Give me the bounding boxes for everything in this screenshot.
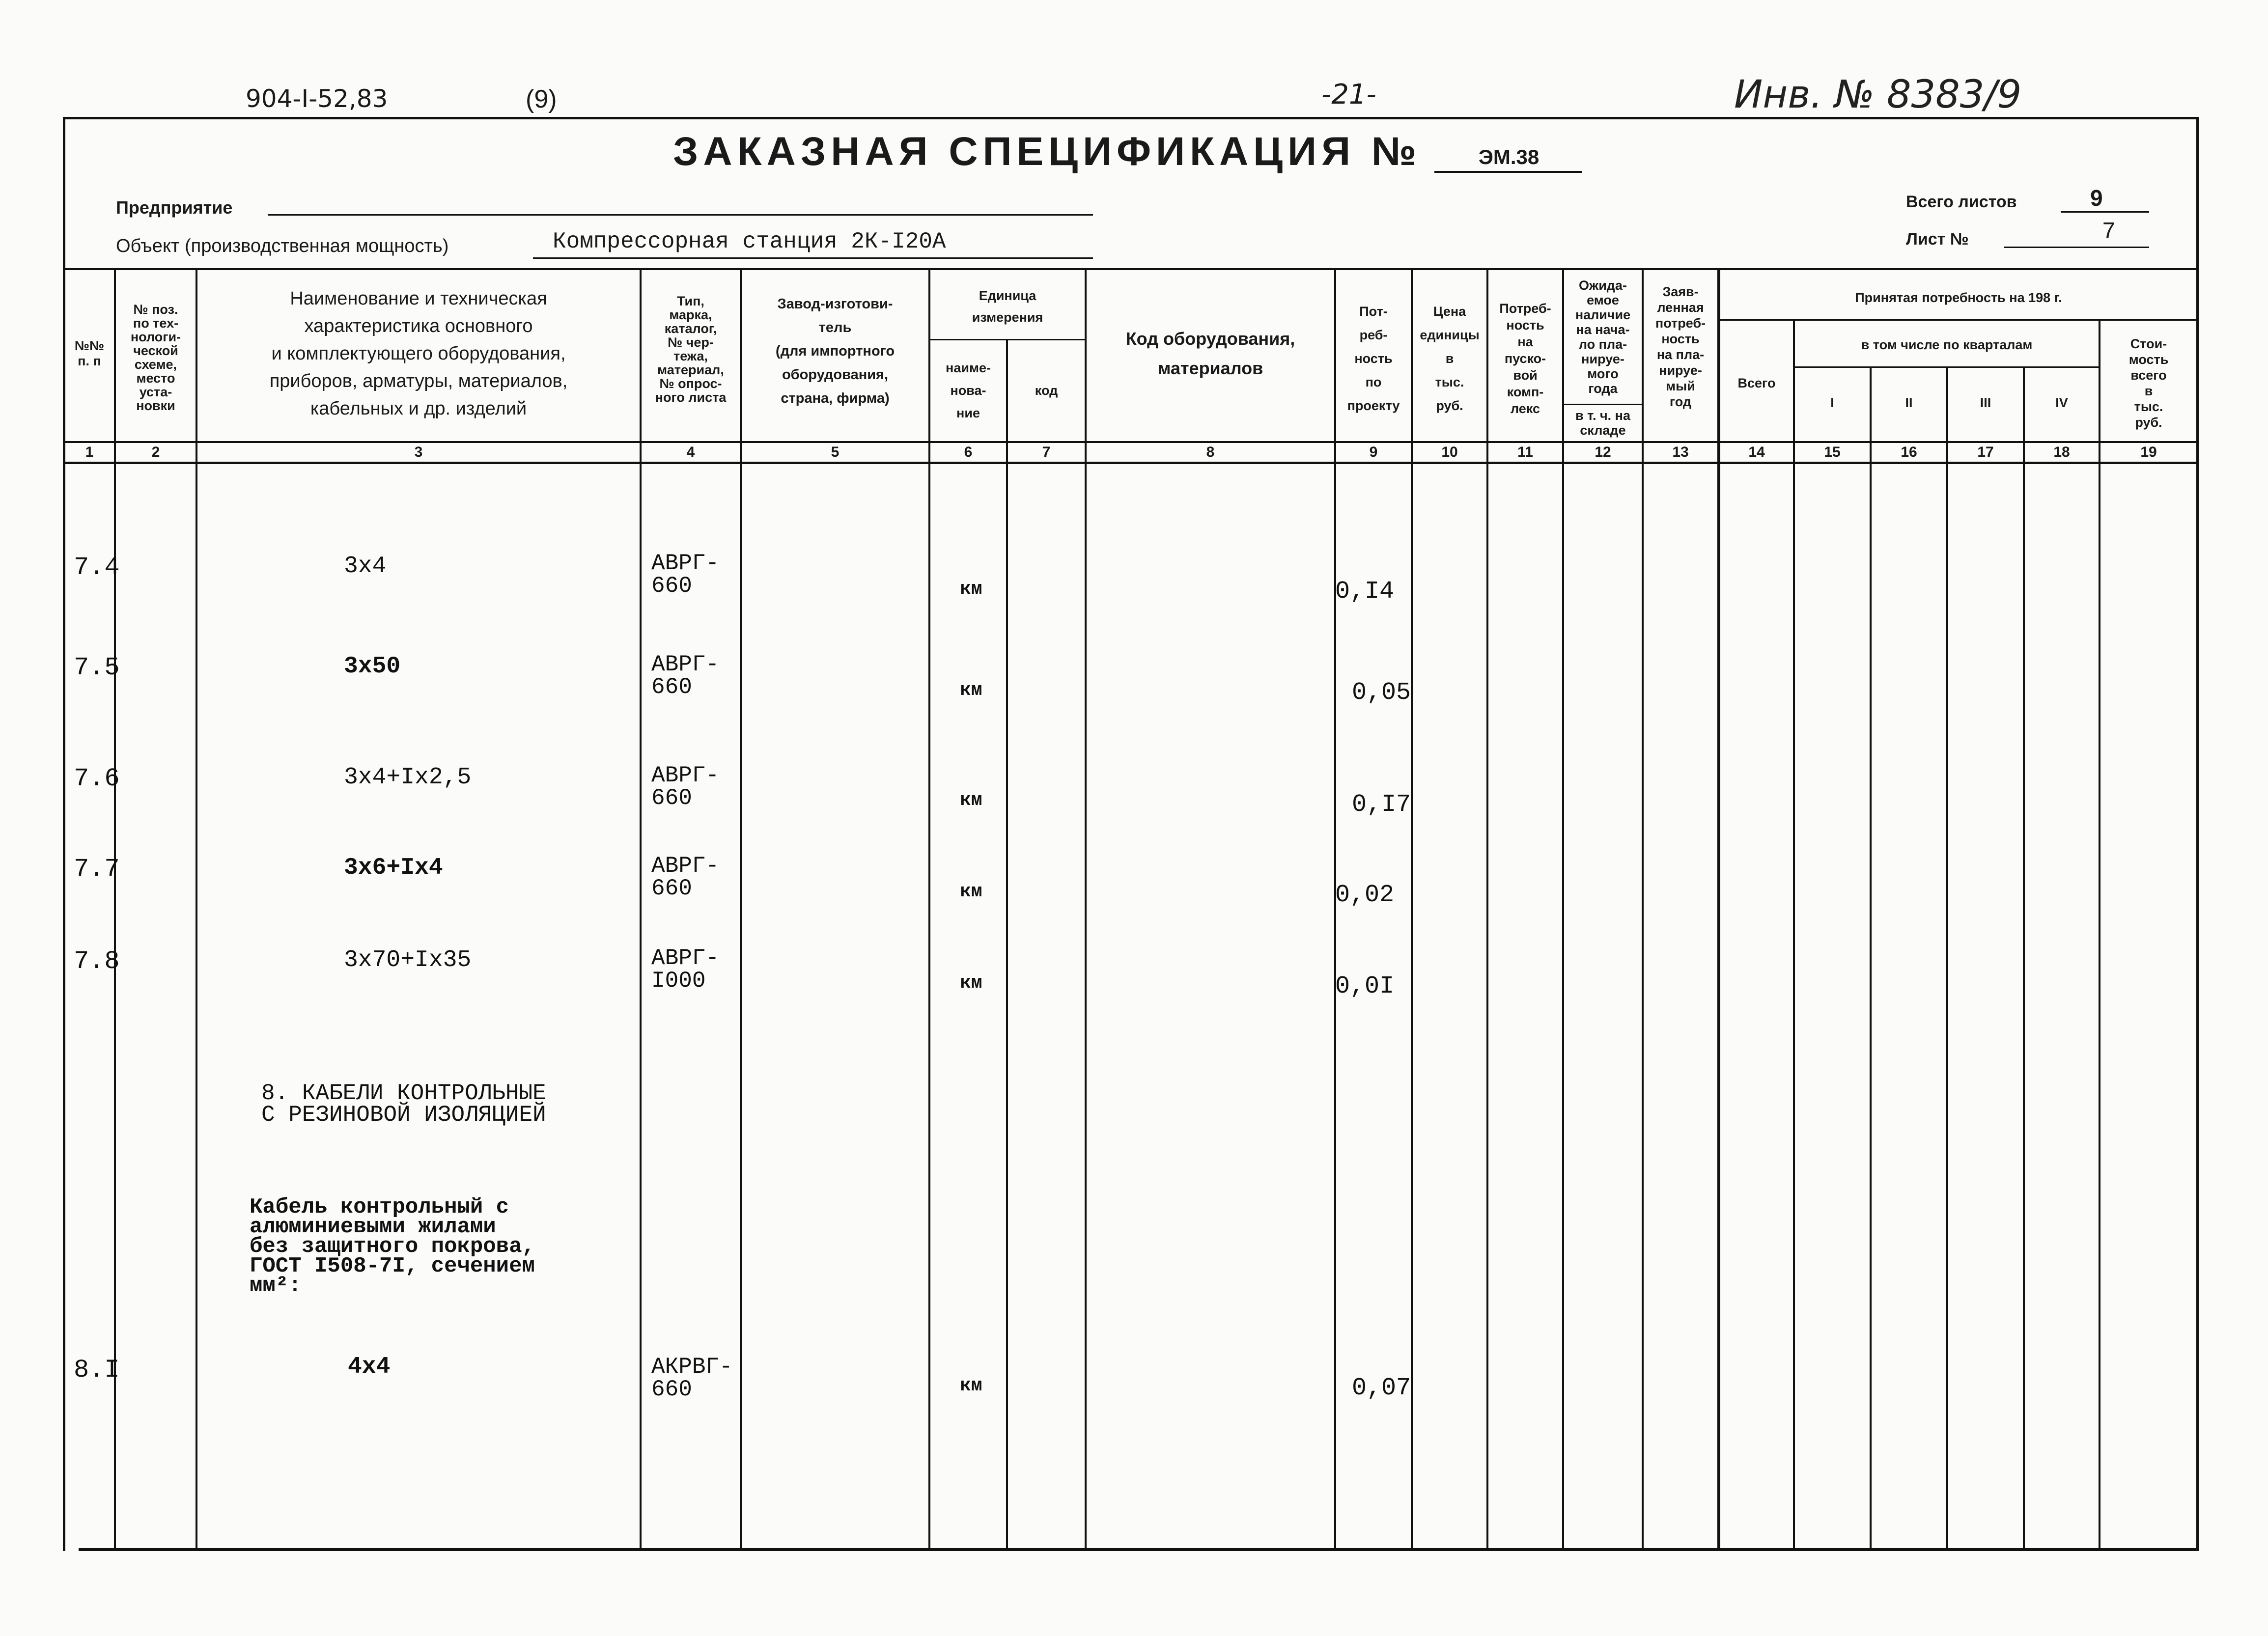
colnum-bottom-line	[63, 462, 2199, 464]
spec-title: ЗАКАЗНАЯ СПЕЦИФИКАЦИЯ №	[673, 129, 1422, 174]
table-row-name: 3х50	[344, 653, 401, 680]
table-top-line	[63, 268, 2199, 270]
table-row-unit: км	[960, 579, 982, 600]
column-number: 8	[1206, 444, 1215, 460]
column-number: 10	[1441, 444, 1458, 460]
table-row-type: АВРГ- 660	[651, 652, 720, 700]
table-row-type: АВРГ- 660	[651, 551, 720, 599]
page-number: -21-	[1321, 79, 1376, 111]
col-rule	[1006, 339, 1008, 1548]
column-number: 2	[151, 444, 160, 460]
spec-number: ЭМ.38	[1479, 145, 1540, 168]
table-row-no: 8.I	[74, 1356, 120, 1385]
table-row-no: 7.8	[74, 947, 120, 976]
frame-top-line	[63, 117, 2199, 119]
sheet-no-line	[2004, 247, 2149, 248]
header-unit-group: Единица измерения	[972, 288, 1043, 325]
table-row-qty: 0,05	[1352, 679, 1411, 707]
col-rule	[1793, 319, 1795, 1548]
header-row-number: №№ п. п	[74, 338, 105, 368]
column-number: 12	[1595, 444, 1611, 460]
header-name: Наименование и техническая характеристика основного и комплектующего оборудования, приборов, арматуры, материалов, кабельных и др. изделий	[269, 288, 568, 419]
column-number: 11	[1517, 444, 1533, 460]
table-row-no: 7.5	[74, 653, 120, 682]
table-row-qty: 0,02	[1335, 881, 1395, 909]
sheet-in-parens: (9)	[526, 85, 557, 113]
table-row-name: 3х4	[344, 553, 387, 580]
header-expected-stock: Ожида- емое наличие на нача- ло пла- нируе- мого года	[1575, 278, 1631, 396]
sheet-no-label: Лист №	[1906, 230, 1969, 249]
header-equipment-code: Код оборудования, материалов	[1125, 329, 1295, 378]
header-accepted-group: Принятая потребность на 198 г.	[1855, 290, 2062, 305]
inventory-number: Инв. № 8383/9	[1734, 73, 2022, 117]
unit-group-rule	[928, 339, 1087, 340]
header-quarter-2: II	[1905, 395, 1913, 410]
table-row-qty: 0,I7	[1352, 791, 1411, 819]
object-value: Компрессорная станция 2К-I20А	[553, 229, 946, 254]
column-number: 9	[1369, 444, 1378, 460]
column-number: 15	[1824, 444, 1841, 460]
column-number: 19	[2140, 444, 2157, 460]
table-row-name: 3х6+Iх4	[344, 855, 443, 881]
table-row-no: 7.6	[74, 764, 120, 793]
column-number: 3	[414, 444, 423, 460]
table-row-unit: км	[960, 972, 982, 994]
total-sheets-label: Всего листов	[1906, 193, 2017, 211]
table-row-qty: 0,0I	[1335, 972, 1395, 1000]
header-manufacturer: Завод-изготови- тель (для импортного оборудования, страна, фирма)	[775, 296, 895, 406]
table-row-unit: км	[960, 881, 982, 902]
col-rule	[1870, 366, 1872, 1548]
column-number: 5	[831, 444, 840, 460]
column-number: 13	[1672, 444, 1689, 460]
col-rule	[1946, 366, 1948, 1548]
header-cost-total: Стои- мость всего в тыс. руб.	[2128, 336, 2169, 430]
total-sheets-value: 9	[2090, 185, 2103, 211]
header-type: Тип, марка, каталог, № чер- тежа, материал, № опрос- ного листа	[655, 294, 727, 405]
enterprise-label: Предприятие	[116, 197, 233, 218]
header-declared-need: Заяв- ленная потреб- ность на пла- нируе- мый год	[1655, 284, 1706, 409]
total-sheets-line	[2061, 211, 2149, 213]
column-number: 1	[85, 444, 94, 460]
column-number: 18	[2053, 444, 2070, 460]
header-in-stock: в т. ч. на складе	[1575, 408, 1630, 438]
quarters-group-rule	[1793, 366, 2100, 368]
table-row-name: 4х4	[348, 1354, 391, 1380]
section-heading: 8. КАБЕЛИ КОНТРОЛЬНЫЕ С РЕЗИНОВОЙ ИЗОЛЯЦИЕЙ	[261, 1081, 546, 1128]
object-label: Объект (производственная мощность)	[116, 236, 449, 256]
section-description: Кабель контрольный с алюминиевыми жилами без защитного покрова, ГОСТ I508-7I, сечением мм²:	[250, 1195, 535, 1298]
document-code: 904-I-52,83	[246, 84, 388, 113]
column-number: 6	[964, 444, 973, 460]
header-unit-name: наиме- нова- ние	[946, 360, 991, 420]
table-row-unit: км	[960, 680, 982, 701]
header-quarters-group: в том числе по кварталам	[1861, 337, 2033, 352]
object-line	[533, 257, 1093, 259]
header-bottom-line	[63, 441, 2199, 443]
frame-bottom-line	[79, 1548, 2196, 1551]
table-row-no: 7.7	[74, 855, 120, 884]
header-startup-need: Потреб- ность на пуско- вой комп- лекс	[1499, 301, 1551, 416]
table-row-qty: 0,I4	[1335, 578, 1395, 606]
table-row-name: 3х70+Iх35	[344, 947, 472, 973]
stock-rule	[1562, 404, 1644, 405]
header-quarter-1: I	[1830, 395, 1834, 410]
table-row-type: АВРГ- I000	[651, 945, 720, 994]
header-unit-price: Цена единицы в тыс. руб.	[1420, 304, 1480, 413]
table-row-name: 3х4+Iх2,5	[344, 764, 472, 791]
column-number: 14	[1748, 444, 1765, 460]
table-row-type: АВРГ- 660	[651, 763, 720, 811]
col-rule	[2023, 366, 2025, 1548]
table-row-type: АВРГ- 660	[651, 853, 720, 901]
table-row-no: 7.4	[74, 553, 120, 582]
enterprise-line	[268, 214, 1093, 216]
table-row-type: АКРВГ- 660	[651, 1354, 733, 1402]
table-row-unit: км	[960, 790, 982, 811]
column-number: 4	[686, 444, 695, 460]
col-rule	[2099, 319, 2100, 1548]
header-quarter-3: III	[1980, 395, 1991, 410]
table-row-qty: 0,07	[1352, 1374, 1411, 1402]
column-number: 16	[1901, 444, 1917, 460]
header-quarter-4: IV	[2055, 395, 2068, 410]
header-position: № поз. по тех- нологи- ческой схеме, место уста- новки	[130, 302, 181, 413]
spec-number-underline	[1434, 171, 1582, 173]
header-project-need: Пот- реб- ность по проекту	[1347, 304, 1400, 413]
column-number: 17	[1977, 444, 1994, 460]
sheet-no-value: 7	[2102, 218, 2115, 243]
accepted-group-rule	[1717, 319, 2199, 321]
table-row-unit: км	[960, 1375, 982, 1396]
column-number: 7	[1042, 444, 1051, 460]
header-unit-code: код	[1035, 383, 1058, 398]
header-total: Всего	[1737, 375, 1776, 390]
